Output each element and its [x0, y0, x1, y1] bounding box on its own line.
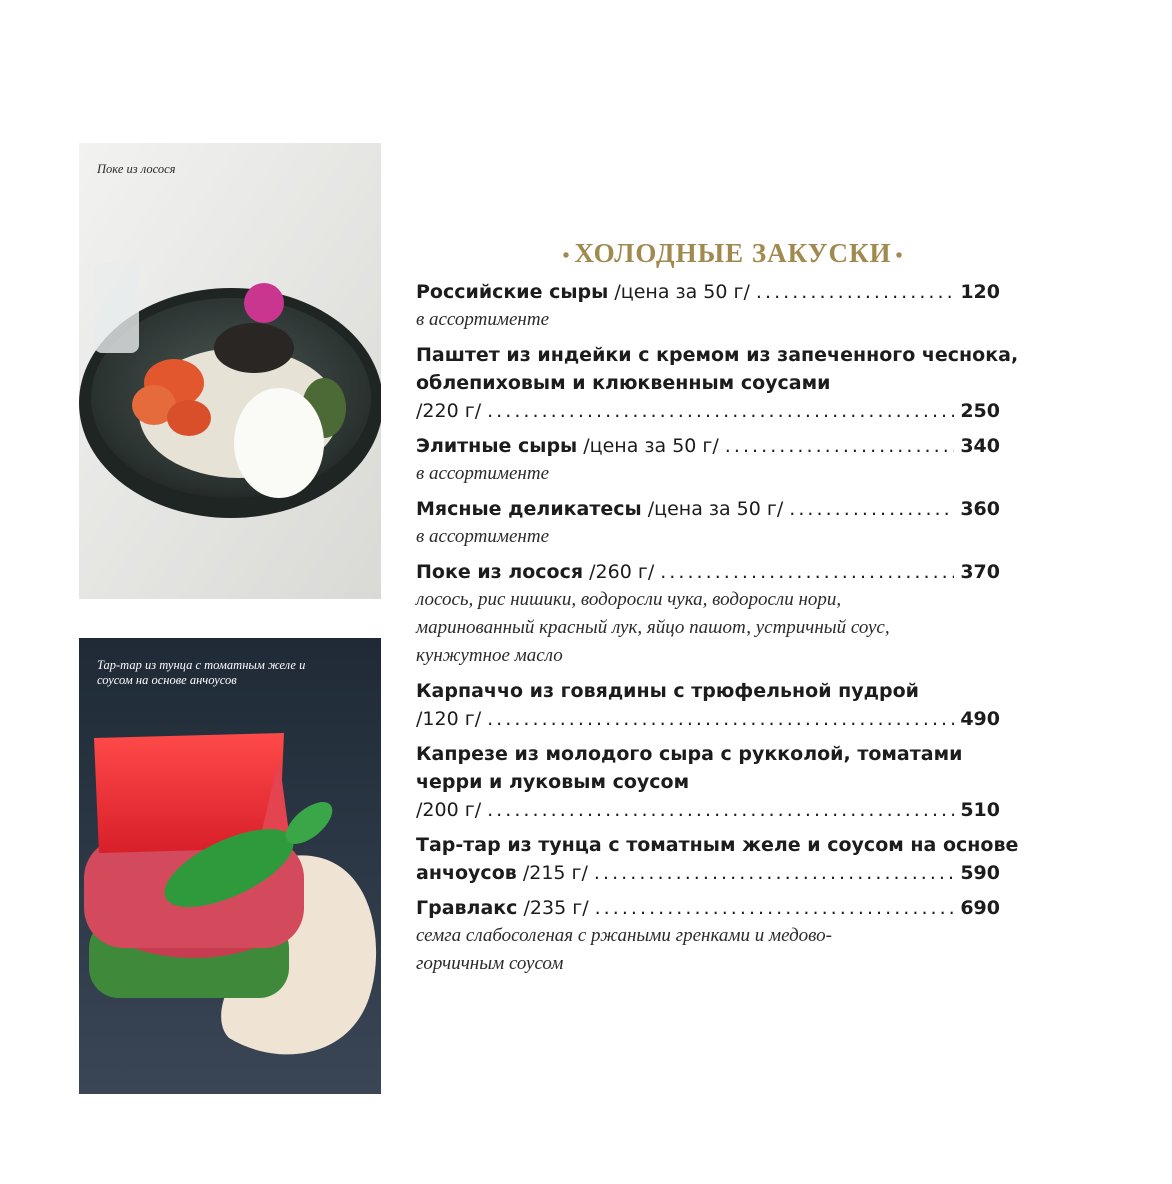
item-price: 510 [960, 799, 1000, 821]
item-name: анчоусов [416, 862, 517, 884]
item-description: кунжутное масло [416, 645, 563, 666]
menu-item [416, 740, 1000, 824]
item-name: Элитные сыры [416, 435, 578, 457]
item-price: 360 [960, 498, 1000, 520]
item-name: облепиховым и клюквенным соусами [416, 372, 831, 394]
dot-leader [660, 558, 954, 586]
item-price: 590 [960, 862, 1000, 884]
item-price: 490 [960, 708, 1000, 730]
item-weight: /цена за 50 г/ [614, 281, 750, 303]
bullet-icon: • [562, 244, 571, 267]
item-name: черри и луковым соусом [416, 771, 690, 793]
item-name: Российские сыры [416, 281, 609, 303]
item-name: Тар-тар из тунца с томатным желе и соусом на основе [416, 834, 1019, 856]
dot-leader [594, 859, 954, 887]
item-description: семга слабосоленая с ржаными гренками и медово- [416, 925, 833, 946]
menu-item [416, 495, 1000, 551]
dot-leader [487, 796, 954, 824]
tartare-photo [79, 638, 381, 1094]
item-price: 120 [960, 281, 1000, 303]
item-weight: /120 г/ [416, 708, 482, 730]
item-price: 340 [960, 435, 1000, 457]
item-weight: /цена за 50 г/ [647, 498, 784, 520]
item-name: Гравлакс [416, 897, 518, 919]
item-price: 250 [960, 400, 1000, 422]
item-weight: /260 г/ [589, 561, 655, 583]
bullet-icon: • [895, 244, 904, 267]
item-price: 690 [960, 897, 1000, 919]
menu-item [416, 831, 1019, 887]
poke-photo [79, 143, 381, 599]
menu-item [416, 341, 1019, 425]
item-weight: /цена за 50 г/ [583, 435, 719, 457]
dot-leader [487, 705, 954, 733]
item-name: Мясные деликатесы [416, 498, 642, 520]
dot-leader [789, 495, 954, 523]
item-description: лосось, рис нишики, водоросли чука, водоросли нори, [416, 589, 842, 610]
dot-leader [756, 278, 954, 306]
menu-section [416, 236, 1019, 985]
menu-item [416, 558, 1000, 670]
item-weight: /220 г/ [416, 400, 482, 422]
menu-item [416, 894, 1000, 978]
menu-item [416, 432, 1000, 488]
item-description: в ассортименте [416, 463, 549, 484]
menu-items [416, 278, 1019, 978]
item-name: Карпаччо из говядины с трюфельной пудрой [416, 680, 919, 702]
menu-item [416, 677, 1000, 733]
item-description: горчичным соусом [416, 953, 564, 974]
section-title: • ХОЛОДНЫЕ ЗАКУСКИ • [562, 238, 904, 268]
dot-leader [487, 397, 954, 425]
item-description: в ассортименте [416, 526, 549, 547]
item-description: маринованный красный лук, яйцо пашот, устричный соус, [416, 617, 890, 638]
poke-bowl-image [79, 143, 381, 599]
photo-caption: Тар-тар из тунца с томатным желе и соусом на основе анчоусов [97, 658, 306, 687]
menu-item [416, 278, 1000, 334]
tartare-image [79, 638, 381, 1094]
item-name: Поке из лосося [416, 561, 584, 583]
item-weight: /235 г/ [523, 897, 589, 919]
photo-caption: Поке из лосося [97, 162, 176, 176]
dot-leader [595, 894, 955, 922]
item-name: Паштет из индейки с кремом из запеченного чеснока, [416, 344, 1019, 366]
item-name: Капрезе из молодого сыра с рукколой, томатами [416, 743, 963, 765]
item-weight: /215 г/ [522, 862, 588, 884]
item-weight: /200 г/ [416, 799, 482, 821]
item-price: 370 [960, 561, 1000, 583]
dot-leader [725, 432, 955, 460]
item-description: в ассортименте [416, 309, 549, 330]
